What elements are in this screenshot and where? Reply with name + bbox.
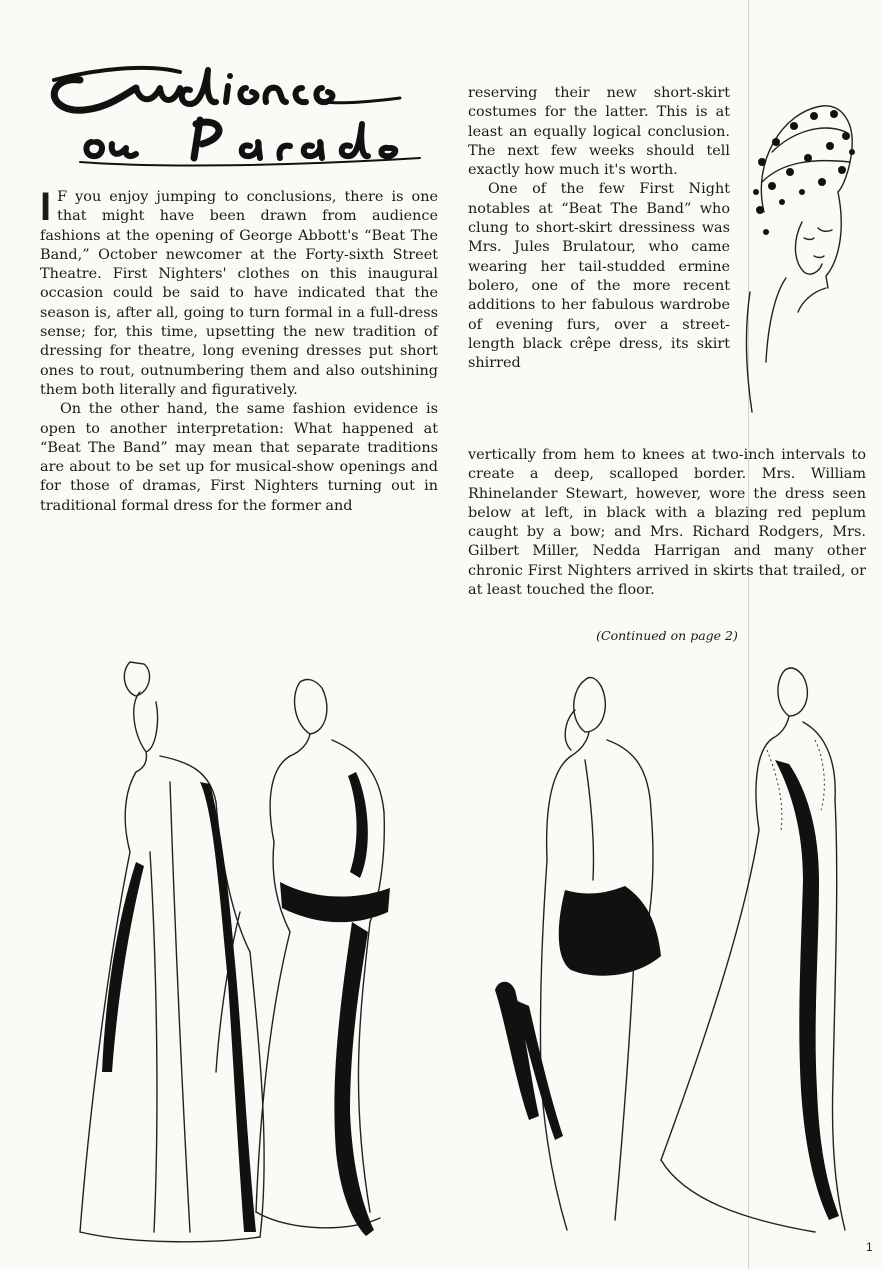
text-column-right-bottom <box>468 446 866 600</box>
text-column-left <box>40 185 438 516</box>
page-number: 1 <box>866 1240 873 1254</box>
text-column-right-top <box>468 84 730 373</box>
continued-note: (Continued on page 2) <box>596 628 738 643</box>
paragraph-intro <box>40 185 438 400</box>
paragraph-intro-text: F you enjoy jumping to conclusions, there is one that might have been drawn from audience fashions at the opening of George Abbott's “Beat The Band,” October newcomer at the Forty-sixth Street Theatre. First Nighters' clothes on this inaugural occasion could be said to have indicated that the season is, after all, going to turn formal in a full-dress sense; for, this time, upsetting the new tradition of dressing for theatre, long evening dresses put short ones to rout, outnumbering them and also outshining them both literally and figuratively. <box>40 189 438 398</box>
illustration-gowns-left <box>70 652 420 1247</box>
article-title <box>40 58 432 168</box>
paragraph-4-start: One of the few First Night notables at “Beat The Band” who clung to short-skirt dressiness was Mrs. Jules Brulatour, who came wearing her tail-studded ermine bolero, one of the more recent additions to her fabulous wardrobe of evening furs, over a street-length black crêpe dress, its skirt shirred <box>468 181 730 372</box>
drop-cap: I <box>40 185 52 229</box>
paragraph-2: On the other hand, the same fashion evidence is open to another interpretation: What happened at “Beat The Band” may mean that separate traditions are about to be set up for musical-show openings and for those of dramas, First Nighters turning out in traditional formal dress for the former and <box>40 401 438 514</box>
paragraph-3: reserving their new short-skirt costumes for the latter. This is at least an equally logical conclusion. The next few weeks should tell exactly how much it's worth. <box>468 85 730 179</box>
paragraph-4-end: vertically from hem to knees at two-inch intervals to create a deep, scalloped border. Mrs. William Rhinelander Stewart, however, wore the dress seen below at left, in black with a blazing red peplum caught by a bow; and Mrs. Richard Rodgers, Mrs. Gilbert Miller, Nedda Harrigan and many other chronic First Nighters arrived in skirts that trailed, or at least touched the floor. <box>468 447 866 599</box>
illustration-hat-portrait <box>742 92 862 422</box>
illustration-gowns-right <box>485 660 865 1240</box>
title-script-lettering <box>40 58 432 168</box>
